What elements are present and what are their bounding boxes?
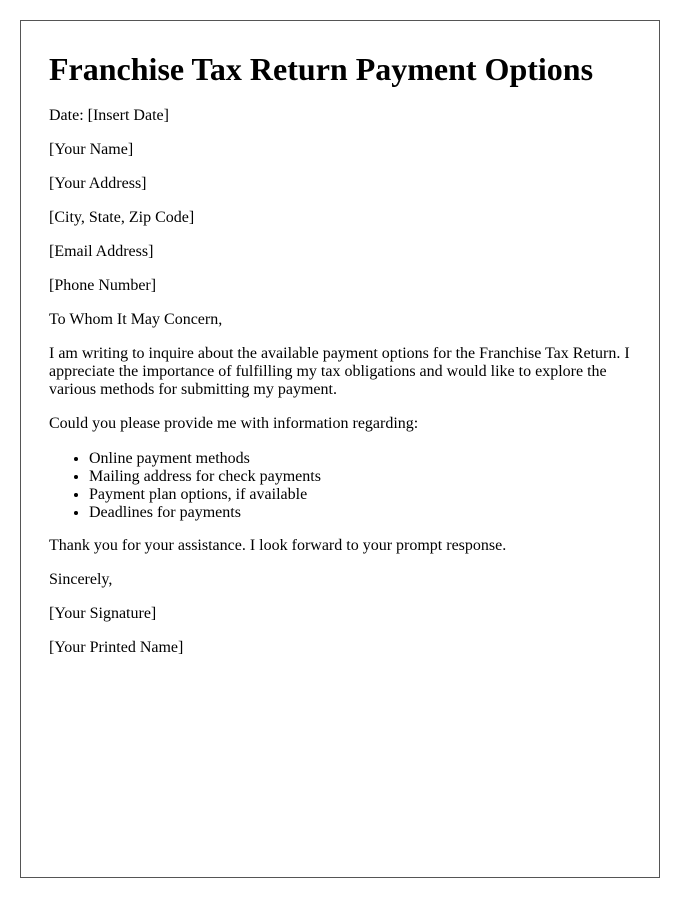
sender-email: [Email Address] xyxy=(49,243,154,260)
list-item: • Mailing address for check payments xyxy=(89,468,321,486)
salutation: To Whom It May Concern, xyxy=(49,311,223,328)
list-item: • Online payment methods xyxy=(89,450,321,468)
letter-page xyxy=(20,20,660,878)
letter-title: Franchise Tax Return Payment Options xyxy=(49,51,594,87)
sender-city-state-zip: [City, State, Zip Code] xyxy=(49,209,195,226)
request-list xyxy=(49,450,321,522)
printed-name-placeholder: [Your Printed Name] xyxy=(49,639,184,656)
signature-placeholder: [Your Signature] xyxy=(49,605,157,622)
sender-name: [Your Name] xyxy=(49,141,134,158)
body-paragraph: I am writing to inquire about the available payment options for the Franchise Tax Return. I appreciate the importance of fulfilling my tax obligations and would like to explore the various methods for submitting my payment. xyxy=(49,345,630,398)
sender-phone: [Phone Number] xyxy=(49,277,157,294)
request-intro: Could you please provide me with information regarding: xyxy=(49,415,419,432)
closing: Sincerely, xyxy=(49,571,113,588)
list-item: • Payment plan options, if available xyxy=(89,486,321,504)
list-item: • Deadlines for payments xyxy=(89,504,321,522)
sender-address: [Your Address] xyxy=(49,175,147,192)
date-line: Date: [Insert Date] xyxy=(49,107,169,124)
closing-paragraph: Thank you for your assistance. I look forward to your prompt response. xyxy=(49,537,507,554)
